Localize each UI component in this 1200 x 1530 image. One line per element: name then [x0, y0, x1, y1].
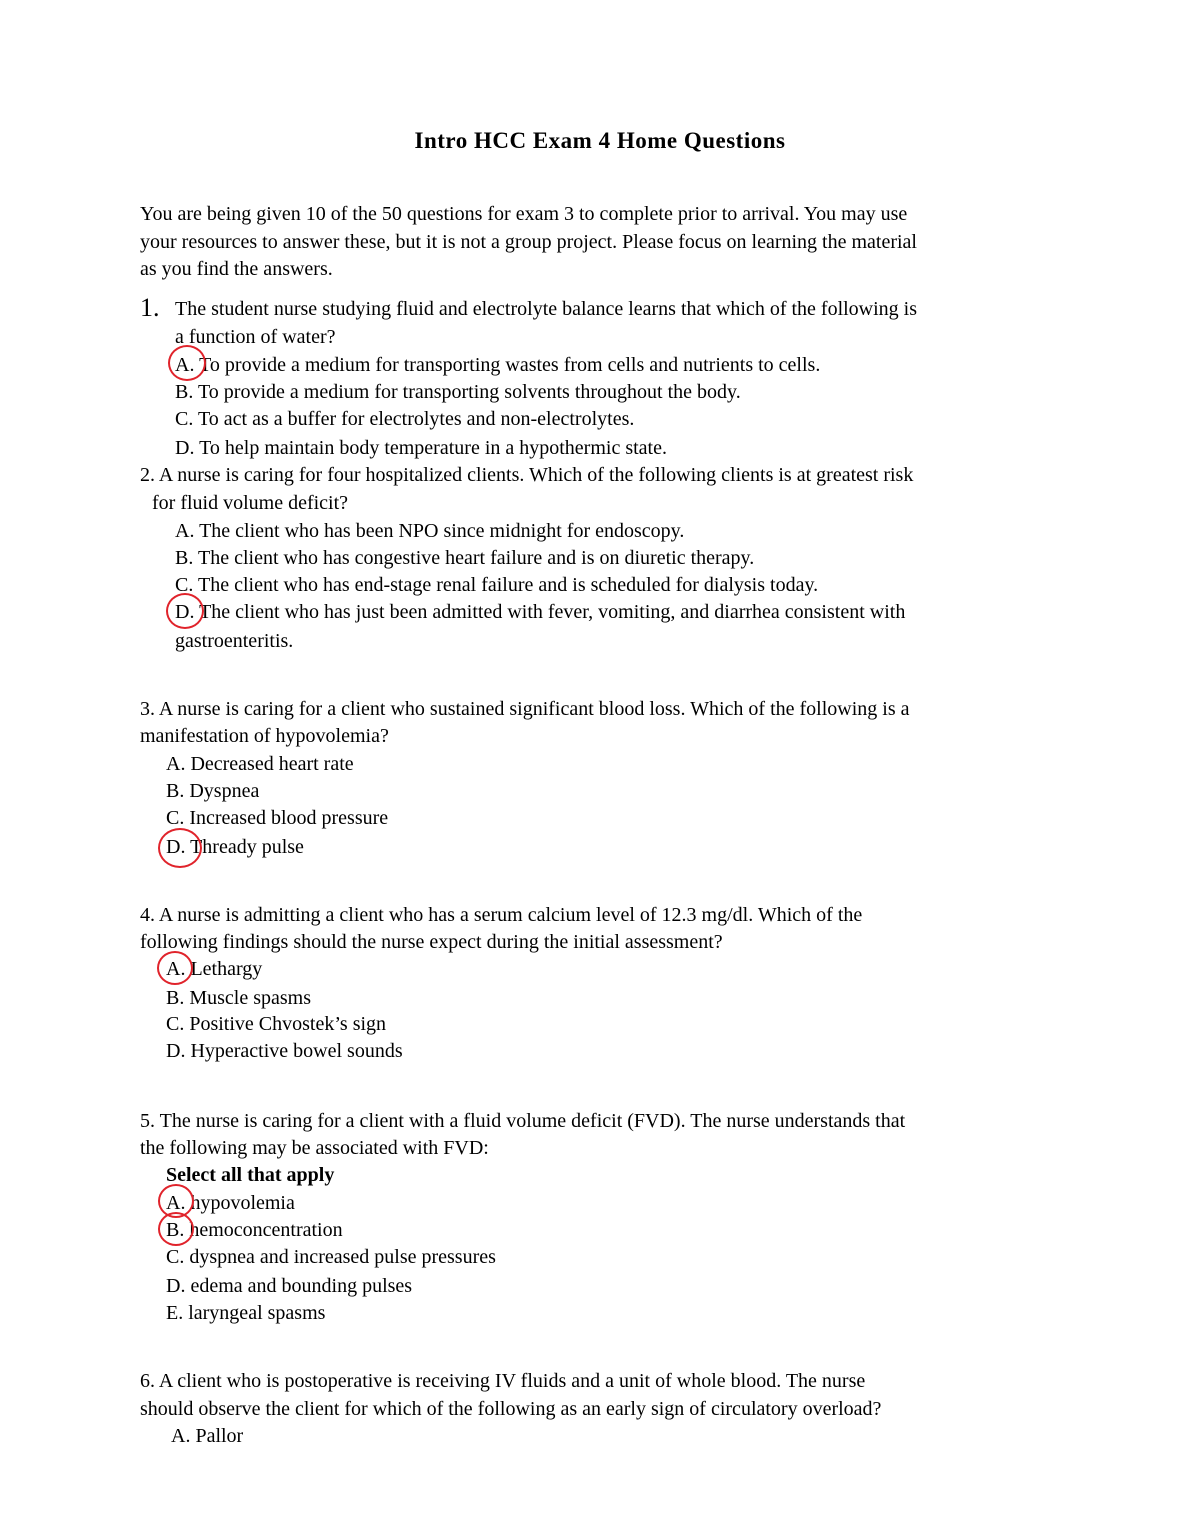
question-1-stem: a function of water? [175, 326, 336, 348]
question-5-option-d: D. edema and bounding pulses [166, 1275, 413, 1297]
question-5-option-b: B. hemoconcentration [166, 1219, 343, 1241]
answer-circle-mark [158, 1212, 194, 1246]
question-2-option-c: C. The client who has end-stage renal failure and is scheduled for dialysis today. [175, 574, 819, 596]
question-3-stem: 3. A nurse is caring for a client who sustained significant blood loss. Which of the following is a [140, 698, 910, 720]
question-2-option-b: B. The client who has congestive heart failure and is on diuretic therapy. [175, 547, 755, 569]
question-3-option-b: B. Dyspnea [166, 780, 260, 802]
question-3-option-d: D. Thready pulse [166, 836, 304, 858]
answer-circle-mark [168, 345, 206, 381]
answer-circle-mark [166, 593, 204, 629]
question-1-number: 1. [140, 293, 160, 322]
question-6-option-a: A. Pallor [171, 1425, 244, 1447]
question-4-option-c: C. Positive Chvostek’s sign [166, 1013, 387, 1035]
question-4-stem: 4. A nurse is admitting a client who has a serum calcium level of 12.3 mg/dl. Which of the [140, 904, 863, 926]
question-6-stem: 6. A client who is postoperative is receiving IV fluids and a unit of whole blood. The nurse [140, 1370, 866, 1392]
question-5-option-a: A. hypovolemia [166, 1192, 295, 1214]
question-3-option-c: C. Increased blood pressure [166, 807, 389, 829]
document-title: Intro HCC Exam 4 Home Questions [414, 128, 786, 153]
question-2-option-d-continued: gastroenteritis. [175, 630, 294, 652]
question-1-stem: The student nurse studying fluid and electrolyte balance learns that which of the following is [175, 298, 918, 320]
intro-line: your resources to answer these, but it is not a group project. Please focus on learning the material [140, 231, 917, 253]
question-5-option-e: E. laryngeal spasms [166, 1302, 326, 1324]
question-1-option-b: B. To provide a medium for transporting solvents throughout the body. [175, 381, 741, 403]
question-2-option-d: D. The client who has just been admitted with fever, vomiting, and diarrhea consistent with [175, 601, 906, 623]
answer-circle-mark [158, 828, 202, 868]
answer-circle-mark [157, 951, 193, 985]
question-4-option-d: D. Hyperactive bowel sounds [166, 1040, 403, 1062]
question-3-option-a: A. Decreased heart rate [166, 753, 354, 775]
question-6-stem: should observe the client for which of the following as an early sign of circulatory overload? [140, 1398, 882, 1420]
select-all-instruction: Select all that apply [166, 1164, 335, 1186]
question-4-option-a: A. Lethargy [166, 958, 263, 980]
question-5-stem: 5. The nurse is caring for a client with a fluid volume deficit (FVD). The nurse understands that [140, 1110, 906, 1132]
question-1-option-a: A. To provide a medium for transporting wastes from cells and nutrients to cells. [175, 354, 821, 376]
intro-line: as you find the answers. [140, 258, 333, 280]
question-1-option-d: D. To help maintain body temperature in a hypothermic state. [175, 437, 667, 459]
question-2-stem: 2. A nurse is caring for four hospitalized clients. Which of the following clients is at greatest risk [140, 464, 914, 486]
question-5-stem: the following may be associated with FVD: [140, 1137, 489, 1159]
question-5-option-c: C. dyspnea and increased pulse pressures [166, 1246, 496, 1268]
question-4-stem: following findings should the nurse expect during the initial assessment? [140, 931, 723, 953]
intro-line: You are being given 10 of the 50 questions for exam 3 to complete prior to arrival. You may use [140, 203, 908, 225]
question-3-stem: manifestation of hypovolemia? [140, 725, 389, 747]
question-1-option-c: C. To act as a buffer for electrolytes and non-electrolytes. [175, 408, 635, 430]
question-2-stem: for fluid volume deficit? [152, 492, 349, 514]
question-4-option-b: B. Muscle spasms [166, 987, 311, 1009]
question-2-option-a: A. The client who has been NPO since midnight for endoscopy. [175, 520, 685, 542]
